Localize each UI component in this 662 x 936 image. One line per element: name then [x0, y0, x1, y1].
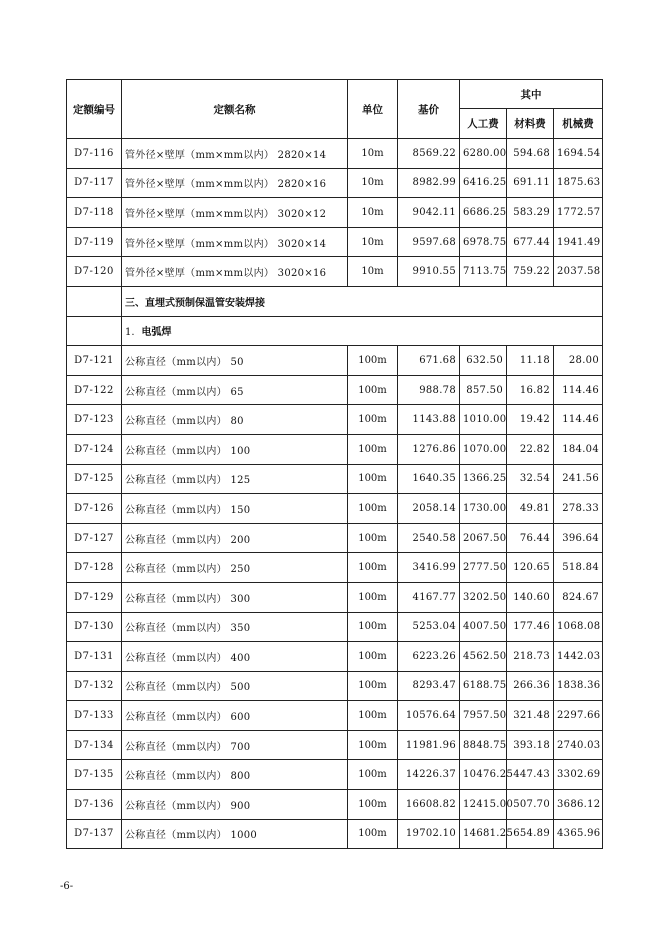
- quota-name: 公称直径（mm以内） 200: [122, 523, 348, 553]
- quota-machine-cost: 114.46: [554, 405, 603, 435]
- quota-code: D7-135: [67, 760, 122, 790]
- header-material: 材料费: [507, 109, 554, 139]
- quota-machine-cost: 114.46: [554, 375, 603, 405]
- quota-code: D7-130: [67, 612, 122, 642]
- table-row: [67, 434, 603, 464]
- subsection-cell: [122, 316, 603, 346]
- quota-name: 公称直径（mm以内） 400: [122, 642, 348, 672]
- quota-unit: 100m: [348, 464, 398, 494]
- quota-code: D7-131: [67, 642, 122, 672]
- quota-base-price: 11981.96: [398, 730, 460, 760]
- quota-name: 公称直径（mm以内） 350: [122, 612, 348, 642]
- table-row: [67, 375, 603, 405]
- quota-machine-cost: 518.84: [554, 553, 603, 583]
- quota-labor-cost: 12415.00: [460, 790, 507, 820]
- quota-name: 公称直径（mm以内） 250: [122, 553, 348, 583]
- quota-code: D7-120: [67, 257, 122, 287]
- quota-code: D7-117: [67, 168, 122, 198]
- table-row: [67, 642, 603, 672]
- quota-base-price: 8293.47: [398, 671, 460, 701]
- table-row: [67, 464, 603, 494]
- table-row: [67, 198, 603, 228]
- quota-unit: 100m: [348, 642, 398, 672]
- quota-unit: 100m: [348, 346, 398, 376]
- table-body-b: [67, 346, 603, 849]
- quota-machine-cost: 4365.96: [554, 819, 603, 849]
- quota-machine-cost: 2037.58: [554, 257, 603, 287]
- quota-unit: 100m: [348, 701, 398, 731]
- quota-base-price: 988.78: [398, 375, 460, 405]
- quota-labor-cost: 857.50: [460, 375, 507, 405]
- table-row: [67, 405, 603, 435]
- quota-labor-cost: 1010.00: [460, 405, 507, 435]
- quota-unit: 100m: [348, 375, 398, 405]
- quota-name: 公称直径（mm以内） 50: [122, 346, 348, 376]
- quota-code: D7-127: [67, 523, 122, 553]
- table-row: [67, 494, 603, 524]
- quota-base-price: 1276.86: [398, 434, 460, 464]
- table-row: [67, 523, 603, 553]
- quota-labor-cost: 2777.50: [460, 553, 507, 583]
- quota-machine-cost: 1442.03: [554, 642, 603, 672]
- quota-material-cost: 393.18: [507, 730, 554, 760]
- quota-name: 管外径×壁厚（mm×mm以内） 2820×16: [122, 168, 348, 198]
- quota-material-cost: 266.36: [507, 671, 554, 701]
- table-row: [67, 346, 603, 376]
- table-row: [67, 257, 603, 287]
- quota-name: 公称直径（mm以内） 1000: [122, 819, 348, 849]
- quota-machine-cost: 3686.12: [554, 790, 603, 820]
- quota-material-cost: 654.89: [507, 819, 554, 849]
- quota-labor-cost: 7957.50: [460, 701, 507, 731]
- subsection-row: [67, 316, 603, 346]
- quota-labor-cost: 10476.25: [460, 760, 507, 790]
- quota-material-cost: 507.70: [507, 790, 554, 820]
- quota-labor-cost: 1366.25: [460, 464, 507, 494]
- table-row: [67, 730, 603, 760]
- quota-name: 公称直径（mm以内） 150: [122, 494, 348, 524]
- quota-labor-cost: 632.50: [460, 346, 507, 376]
- quota-labor-cost: 6280.00: [460, 139, 507, 169]
- quota-machine-cost: 824.67: [554, 582, 603, 612]
- subsection-number: 1.: [125, 327, 135, 339]
- quota-name: 管外径×壁厚（mm×mm以内） 2820×14: [122, 139, 348, 169]
- quota-material-cost: 677.44: [507, 227, 554, 257]
- quota-base-price: 5253.04: [398, 612, 460, 642]
- quota-material-cost: 594.68: [507, 139, 554, 169]
- quota-machine-cost: 1068.08: [554, 612, 603, 642]
- quota-name: 管外径×壁厚（mm×mm以内） 3020×12: [122, 198, 348, 228]
- quota-base-price: 6223.26: [398, 642, 460, 672]
- quota-labor-cost: 6416.25: [460, 168, 507, 198]
- section-title: 三、直埋式预制保温管安装焊接: [122, 286, 603, 316]
- quota-machine-cost: 1838.36: [554, 671, 603, 701]
- quota-machine-cost: 3302.69: [554, 760, 603, 790]
- quota-unit: 100m: [348, 671, 398, 701]
- quota-base-price: 9042.11: [398, 198, 460, 228]
- quota-code: D7-122: [67, 375, 122, 405]
- table-row: [67, 553, 603, 583]
- quota-machine-cost: 2297.66: [554, 701, 603, 731]
- quota-code: D7-123: [67, 405, 122, 435]
- quota-name: 公称直径（mm以内） 600: [122, 701, 348, 731]
- quota-code: D7-132: [67, 671, 122, 701]
- quota-labor-cost: 6686.25: [460, 198, 507, 228]
- quota-name: 公称直径（mm以内） 65: [122, 375, 348, 405]
- quota-material-cost: 759.22: [507, 257, 554, 287]
- table-body-a: [67, 139, 603, 287]
- quota-code: D7-134: [67, 730, 122, 760]
- quota-name: 公称直径（mm以内） 100: [122, 434, 348, 464]
- quota-machine-cost: 1694.54: [554, 139, 603, 169]
- quota-labor-cost: 7113.75: [460, 257, 507, 287]
- quota-base-price: 2058.14: [398, 494, 460, 524]
- quota-base-price: 10576.64: [398, 701, 460, 731]
- quota-material-cost: 177.46: [507, 612, 554, 642]
- table-row: [67, 701, 603, 731]
- quota-unit: 10m: [348, 227, 398, 257]
- quota-base-price: 16608.82: [398, 790, 460, 820]
- quota-unit: 100m: [348, 582, 398, 612]
- quota-labor-cost: 2067.50: [460, 523, 507, 553]
- quota-machine-cost: 184.04: [554, 434, 603, 464]
- quota-unit: 100m: [348, 434, 398, 464]
- quota-labor-cost: 3202.50: [460, 582, 507, 612]
- table-header: [67, 80, 603, 139]
- quota-unit: 100m: [348, 790, 398, 820]
- table-row: [67, 227, 603, 257]
- quota-base-price: 14226.37: [398, 760, 460, 790]
- quota-unit: 100m: [348, 553, 398, 583]
- table-row: [67, 819, 603, 849]
- table-section: [67, 286, 603, 345]
- quota-material-cost: 140.60: [507, 582, 554, 612]
- quota-base-price: 671.68: [398, 346, 460, 376]
- quota-machine-cost: 278.33: [554, 494, 603, 524]
- quota-material-cost: 49.81: [507, 494, 554, 524]
- quota-unit: 100m: [348, 523, 398, 553]
- quota-unit: 100m: [348, 405, 398, 435]
- header-base-price: 基价: [398, 80, 460, 139]
- quota-name: 公称直径（mm以内） 80: [122, 405, 348, 435]
- quota-unit: 100m: [348, 819, 398, 849]
- quota-machine-cost: 1772.57: [554, 198, 603, 228]
- quota-name: 公称直径（mm以内） 300: [122, 582, 348, 612]
- quota-name: 管外径×壁厚（mm×mm以内） 3020×14: [122, 227, 348, 257]
- quota-unit: 10m: [348, 257, 398, 287]
- quota-unit: 100m: [348, 494, 398, 524]
- quota-code: D7-129: [67, 582, 122, 612]
- quota-labor-cost: 1070.00: [460, 434, 507, 464]
- header-labor: 人工费: [460, 109, 507, 139]
- table-row: [67, 671, 603, 701]
- table-row: [67, 790, 603, 820]
- quota-unit: 100m: [348, 760, 398, 790]
- quota-labor-cost: 1730.00: [460, 494, 507, 524]
- quota-code: D7-126: [67, 494, 122, 524]
- header-name: 定额名称: [122, 80, 348, 139]
- quota-base-price: 3416.99: [398, 553, 460, 583]
- quota-base-price: 9910.55: [398, 257, 460, 287]
- quota-code: D7-121: [67, 346, 122, 376]
- quota-name: 管外径×壁厚（mm×mm以内） 3020×16: [122, 257, 348, 287]
- quota-base-price: 1143.88: [398, 405, 460, 435]
- quota-material-cost: 321.48: [507, 701, 554, 731]
- quota-material-cost: 447.43: [507, 760, 554, 790]
- quota-unit: 10m: [348, 198, 398, 228]
- section-row: [67, 286, 603, 316]
- quota-name: 公称直径（mm以内） 800: [122, 760, 348, 790]
- quota-code: D7-137: [67, 819, 122, 849]
- quota-labor-cost: 4562.50: [460, 642, 507, 672]
- quota-code: D7-116: [67, 139, 122, 169]
- quota-unit: 10m: [348, 168, 398, 198]
- quota-code: D7-118: [67, 198, 122, 228]
- quota-material-cost: 218.73: [507, 642, 554, 672]
- quota-machine-cost: 1875.63: [554, 168, 603, 198]
- quota-machine-cost: 241.56: [554, 464, 603, 494]
- quota-base-price: 19702.10: [398, 819, 460, 849]
- quota-material-cost: 120.65: [507, 553, 554, 583]
- quota-code: D7-128: [67, 553, 122, 583]
- quota-material-cost: 76.44: [507, 523, 554, 553]
- quota-material-cost: 22.82: [507, 434, 554, 464]
- quota-machine-cost: 28.00: [554, 346, 603, 376]
- quota-name: 公称直径（mm以内） 700: [122, 730, 348, 760]
- quota-unit: 10m: [348, 139, 398, 169]
- quota-unit: 100m: [348, 612, 398, 642]
- quota-table: [66, 79, 603, 849]
- header-code: 定额编号: [67, 80, 122, 139]
- quota-material-cost: 11.18: [507, 346, 554, 376]
- quota-material-cost: 583.29: [507, 198, 554, 228]
- quota-base-price: 8982.99: [398, 168, 460, 198]
- quota-material-cost: 19.42: [507, 405, 554, 435]
- header-unit: 单位: [348, 80, 398, 139]
- quota-unit: 100m: [348, 730, 398, 760]
- quota-material-cost: 32.54: [507, 464, 554, 494]
- quota-labor-cost: 14681.25: [460, 819, 507, 849]
- table-row: [67, 168, 603, 198]
- quota-material-cost: 16.82: [507, 375, 554, 405]
- quota-labor-cost: 6188.75: [460, 671, 507, 701]
- table-row: [67, 139, 603, 169]
- quota-base-price: 4167.77: [398, 582, 460, 612]
- quota-name: 公称直径（mm以内） 125: [122, 464, 348, 494]
- quota-material-cost: 691.11: [507, 168, 554, 198]
- header-machine: 机械费: [554, 109, 603, 139]
- subsection-title: 电弧焊: [141, 327, 172, 339]
- quota-base-price: 9597.68: [398, 227, 460, 257]
- header-group: 其中: [460, 80, 603, 109]
- quota-machine-cost: 2740.03: [554, 730, 603, 760]
- table-row: [67, 582, 603, 612]
- quota-base-price: 2540.58: [398, 523, 460, 553]
- quota-labor-cost: 4007.50: [460, 612, 507, 642]
- quota-labor-cost: 6978.75: [460, 227, 507, 257]
- quota-code: D7-136: [67, 790, 122, 820]
- quota-name: 公称直径（mm以内） 500: [122, 671, 348, 701]
- quota-code: D7-133: [67, 701, 122, 731]
- quota-base-price: 8569.22: [398, 139, 460, 169]
- quota-machine-cost: 396.64: [554, 523, 603, 553]
- quota-base-price: 1640.35: [398, 464, 460, 494]
- table-row: [67, 612, 603, 642]
- quota-code: D7-125: [67, 464, 122, 494]
- table-row: [67, 760, 603, 790]
- quota-code: D7-124: [67, 434, 122, 464]
- quota-name: 公称直径（mm以内） 900: [122, 790, 348, 820]
- quota-machine-cost: 1941.49: [554, 227, 603, 257]
- quota-labor-cost: 8848.75: [460, 730, 507, 760]
- page-number: -6-: [60, 881, 74, 892]
- quota-code: D7-119: [67, 227, 122, 257]
